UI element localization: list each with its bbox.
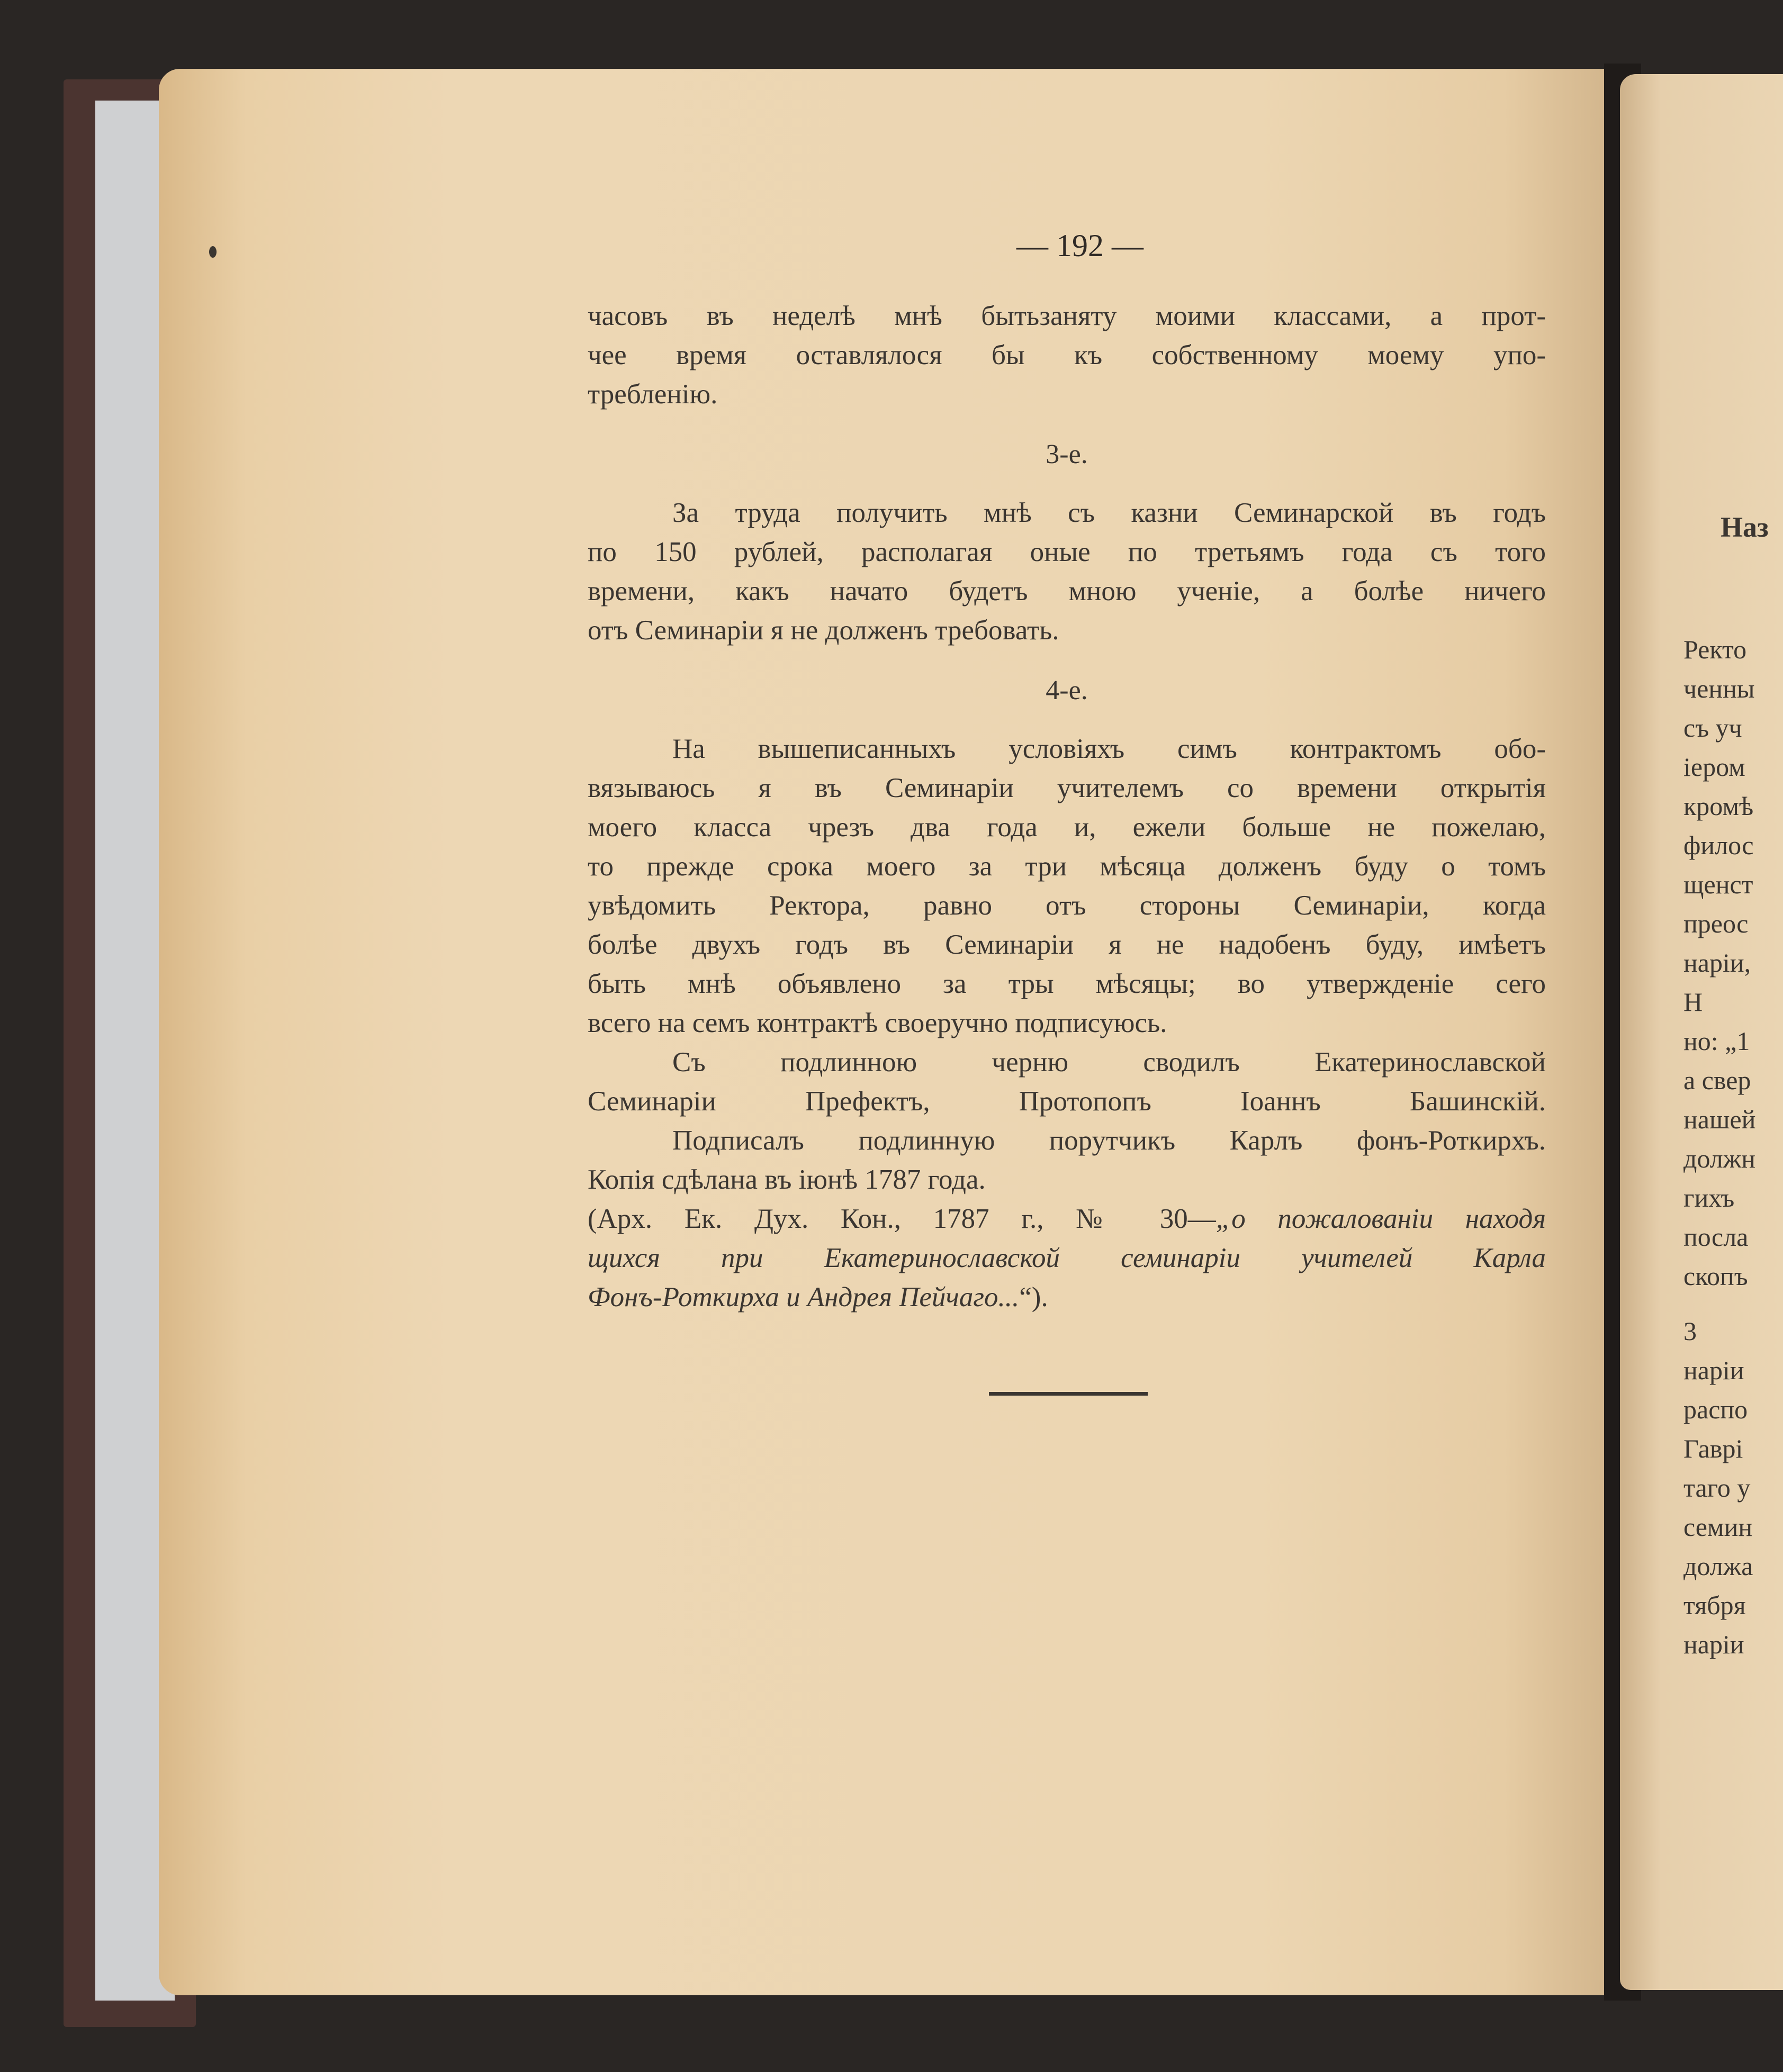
text-line: требленію. [588, 379, 718, 410]
section-heading-3: 3-е. [1046, 439, 1088, 469]
text-fragment: а свер [1683, 1065, 1751, 1095]
signed-line: Подписалъ подлинную порутчикъ Карлъ фонъ-Роткирхъ. [672, 1125, 1546, 1156]
text-fragment: Н [1683, 987, 1703, 1017]
text-line: На вышеписанныхъ условіяхъ симъ контрактомъ обо- [672, 734, 1546, 764]
ink-speck [209, 246, 217, 258]
text-line: отъ Семинаріи я не долженъ требовать. [588, 615, 1059, 646]
archive-italic: Фонъ-Роткирха и Андрея Пейчаго... [588, 1282, 1020, 1313]
text-line: то прежде срока моего за три мѣсяца долженъ буду о томъ [588, 851, 1546, 882]
text-line: по 150 рублей, располагая оные по третьямъ года съ того [588, 537, 1546, 567]
text-fragment: щенст [1683, 870, 1753, 899]
text-line: чее время оставлялося бы къ собственному моему упо- [588, 340, 1546, 370]
text-line: всего на семъ контрактѣ своеручно подписуюсь. [588, 1008, 1167, 1038]
text-fragment: кромѣ [1683, 791, 1754, 821]
text-line: болѣе двухъ годъ въ Семинаріи я не надобенъ буду, имѣетъ [588, 929, 1546, 960]
text-line: Съ подлинною черню сводилъ Екатеринославской [672, 1047, 1546, 1078]
page-number: — 192 — [1016, 228, 1143, 263]
text-fragment: скопъ [1683, 1261, 1748, 1291]
text-fragment: 3 [1683, 1316, 1697, 1346]
text-fragment: таго у [1683, 1473, 1751, 1503]
archive-end: “). [1019, 1282, 1048, 1313]
text-fragment: наріи, [1683, 948, 1751, 978]
archive-plain: (Арх. Ек. Дух. Кон., 1787 г., № 30— [588, 1204, 1216, 1234]
text-line: времени, какъ начато будетъ мною ученіе, а болѣе ничего [588, 576, 1546, 607]
text-line: часовъ въ неделѣ мнѣ бытьзаняту моими классами, а прот- [588, 301, 1546, 331]
text-fragment: но: „1 [1683, 1026, 1750, 1056]
text-fragment: распо [1683, 1395, 1748, 1424]
text-line: Семинаріи Префектъ, Протопопъ Іоаннъ Башинскій. [588, 1086, 1546, 1117]
right-page-heading: Наз [1721, 511, 1769, 543]
copy-date-line: Копія сдѣлана въ іюнѣ 1787 года. [588, 1164, 986, 1195]
text-fragment: преос [1683, 909, 1749, 938]
text-line: вязываюсь я въ Семинаріи учителемъ со времени открытія [588, 773, 1546, 803]
text-line: увѣдомить Ректора, равно отъ стороны Семинаріи, когда [588, 890, 1546, 921]
archive-italic-line: щихся при Екатеринославской семинаріи учителей Карла [588, 1243, 1546, 1273]
text-line: моего класса чрезъ два года и, ежели больше не пожелаю, [588, 812, 1546, 843]
text-fragment: наріи [1683, 1630, 1744, 1659]
text-line: За труда получить мнѣ съ казни Семинарской въ годъ [672, 497, 1546, 528]
text-fragment: Ректо [1683, 635, 1747, 664]
text-fragment: тября [1683, 1590, 1746, 1620]
text-line: быть мнѣ объявлено за тры мѣсяцы; во утвержденіе сего [588, 969, 1546, 999]
text-fragment: ченны [1683, 674, 1755, 703]
text-fragment: филос [1683, 830, 1754, 860]
text-fragment: посла [1683, 1222, 1749, 1252]
text-fragment: наріи [1683, 1355, 1744, 1385]
section-heading-4: 4-е. [1046, 675, 1088, 705]
text-fragment: семин [1683, 1512, 1753, 1542]
text-fragment: гихъ [1683, 1183, 1735, 1213]
text-fragment: іером [1683, 752, 1745, 782]
text-fragment: съ уч [1683, 713, 1742, 743]
text-fragment: Гаврі [1683, 1434, 1743, 1463]
right-page-text [1683, 630, 1783, 1664]
text-fragment: должн [1683, 1144, 1756, 1173]
archive-italic: „о пожалованіи находя [1215, 1204, 1546, 1234]
archive-reference [588, 1199, 1546, 1238]
text-fragment: нашей [1683, 1105, 1756, 1134]
end-rule [989, 1392, 1148, 1396]
archive-last-line [588, 1278, 1546, 1317]
main-text [588, 296, 1546, 1317]
text-fragment: должа [1683, 1551, 1753, 1581]
